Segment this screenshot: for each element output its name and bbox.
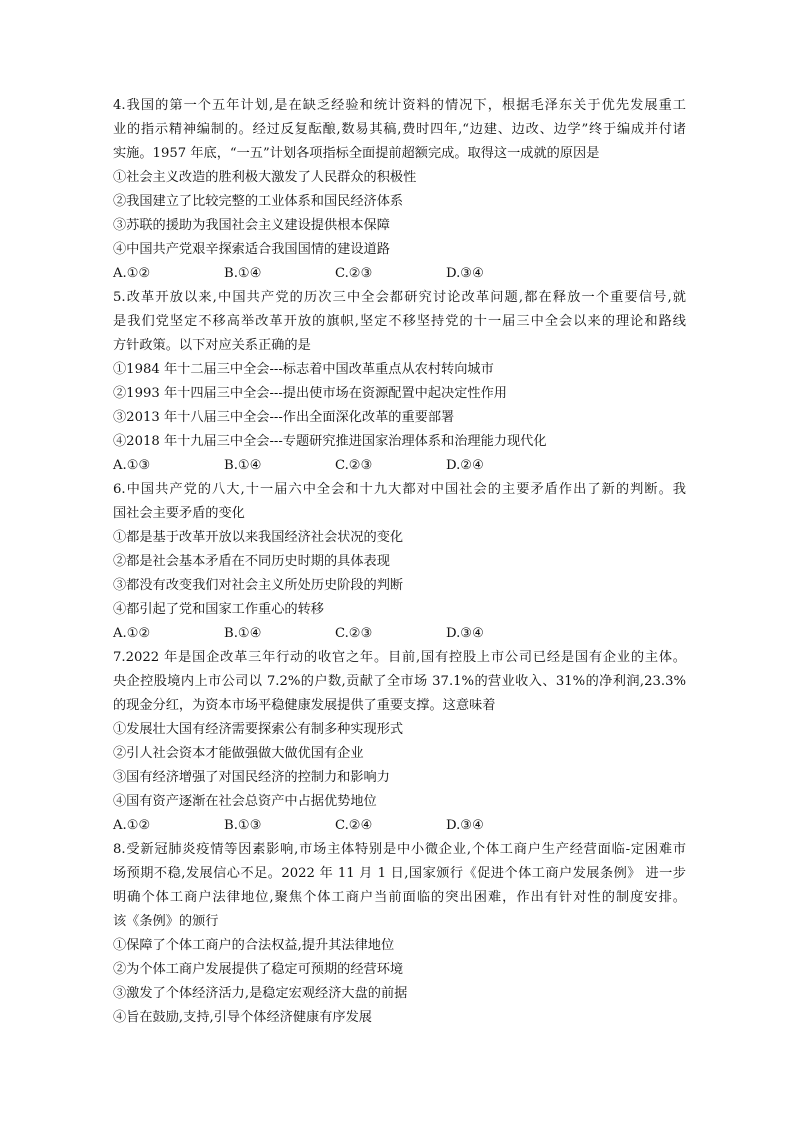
question-stem-line: 的现金分红，为资本市场平稳健康发展提供了重要支撑。这意味着 xyxy=(113,698,496,713)
question-stem-line: 场预期不稳,发展信心不足。2022 年 11 月 1 日,国家颁行《促进个体工商户发展条例》 进一步 xyxy=(113,866,686,881)
question-stem-line: 央企控股境内上市公司以 7.2%的户数,贡献了全市场 37.1%的营业收入、31%的净利润,23.3% xyxy=(113,674,686,689)
choice-b: B.①④ xyxy=(224,266,262,281)
question-stem-line: 该《条例》的颁行 xyxy=(113,914,219,929)
statement-option: ③2013 年十八届三中全会---作出全面深化改革的重要部署 xyxy=(113,410,455,425)
statement-option: ②都是社会基本矛盾在不同历史时期的具体表现 xyxy=(113,554,390,569)
statement-option: ③都没有改变我们对社会主义所处历史阶段的判断 xyxy=(113,578,404,593)
question-stem-line: 8.受新冠肺炎疫情等因素影响,市场主体特别是中小微企业,个体工商户生产经营面临-定困难市 xyxy=(113,842,686,857)
question-4 xyxy=(113,94,686,286)
choice-b: B.①③ xyxy=(224,818,262,833)
question-7 xyxy=(113,646,686,838)
question-stem-line: 明确个体工商户法律地位,聚焦个体工商户当前面临的突出困难，作出有针对性的制度安排。 xyxy=(113,890,686,905)
question-stem-line: 4.我国的第一个五年计划,是在缺乏经验和统计资料的情况下，根据毛泽东关于优先发展重工 xyxy=(113,98,686,113)
statement-option: ③国有经济增强了对国民经济的控制力和影响力 xyxy=(113,770,390,785)
choice-d: D.③④ xyxy=(446,266,484,281)
statement-option: ③苏联的援助为我国社会主义建设提供根本保障 xyxy=(113,218,390,233)
exam-page xyxy=(113,94,686,1030)
statement-option: ①都是基于改革开放以来我国经济社会状况的变化 xyxy=(113,530,404,545)
statement-option: ④中国共产党艰辛探索适合我国国情的建设道路 xyxy=(113,242,390,257)
question-stem-line: 国社会主要矛盾的变化 xyxy=(113,506,245,521)
choice-d: D.③④ xyxy=(446,818,484,833)
choice-b: B.①④ xyxy=(224,626,262,641)
choice-a: A.①② xyxy=(113,818,151,833)
choice-d: D.②④ xyxy=(446,458,484,473)
statement-option: ②1993 年十四届三中全会---提出使市场在资源配置中起决定性作用 xyxy=(113,386,507,401)
statement-option: ④都引起了党和国家工作重心的转移 xyxy=(113,602,324,617)
statement-option: ①社会主义改造的胜利极大激发了人民群众的积极性 xyxy=(113,170,417,185)
question-stem-line: 是我们党坚定不移高举改革开放的旗帜,坚定不移坚持党的十一届三中全会以来的理论和路线 xyxy=(113,314,686,329)
statement-option: ④旨在鼓励,支持,引导个体经济健康有序发展 xyxy=(113,1010,372,1025)
question-stem-line: 实施。1957 年底，“一五”计划各项指标全面提前超额完成。取得这一成就的原因是 xyxy=(113,146,600,161)
statement-option: ④国有资产逐渐在社会总资产中占据优势地位 xyxy=(113,794,377,809)
statement-option: ①保障了个体工商户的合法权益,提升其法律地位 xyxy=(113,938,395,953)
choice-c: C.②④ xyxy=(335,818,373,833)
choice-c: C.②③ xyxy=(335,266,373,281)
question-stem-line: 5.改革开放以来,中国共产党的历次三中全会都研究讨论改革问题,都在释放一个重要信号,就 xyxy=(113,290,686,305)
choice-c: C.②③ xyxy=(335,458,373,473)
question-stem-line: 方针政策。以下对应关系正确的是 xyxy=(113,338,311,353)
answer-choices xyxy=(113,814,686,838)
statement-option: ②为个体工商户发展提供了稳定可预期的经营环境 xyxy=(113,962,404,977)
answer-choices xyxy=(113,622,686,646)
choice-a: A.①③ xyxy=(113,458,151,473)
choice-d: D.③④ xyxy=(446,626,484,641)
statement-option: ③激发了个体经济活力,是稳定宏观经济大盘的前据 xyxy=(113,986,408,1001)
choice-a: A.①② xyxy=(113,266,151,281)
statement-option: ②我国建立了比较完整的工业体系和国民经济体系 xyxy=(113,194,404,209)
statement-option: ④2018 年十九届三中全会---专题研究推进国家治理体系和治理能力现代化 xyxy=(113,434,547,449)
choice-a: A.①② xyxy=(113,626,151,641)
question-6 xyxy=(113,478,686,646)
question-stem-line: 7.2022 年是国企改革三年行动的收官之年。目前,国有控股上市公司已经是国有企业的主体。 xyxy=(113,650,686,665)
answer-choices xyxy=(113,262,686,286)
question-8 xyxy=(113,838,686,1030)
statement-option: ①1984 年十二届三中全会---标志着中国改革重点从农村转向城市 xyxy=(113,362,494,377)
statement-option: ①发展壮大国有经济需要探索公有制多种实现形式 xyxy=(113,722,404,737)
answer-choices xyxy=(113,454,686,478)
question-stem-line: 6.中国共产党的八大,十一届六中全会和十九大都对中国社会的主要矛盾作出了新的判断。我 xyxy=(113,482,686,497)
question-stem-line: 业的指示精神编制的。经过反复酝酿,数易其稿,费时四年,“边建、边改、边学”终于编成并付诸 xyxy=(113,122,686,137)
choice-c: C.②③ xyxy=(335,626,373,641)
question-5 xyxy=(113,286,686,478)
statement-option: ②引人社会资本才能做强做大做优国有企业 xyxy=(113,746,364,761)
choice-b: B.①④ xyxy=(224,458,262,473)
